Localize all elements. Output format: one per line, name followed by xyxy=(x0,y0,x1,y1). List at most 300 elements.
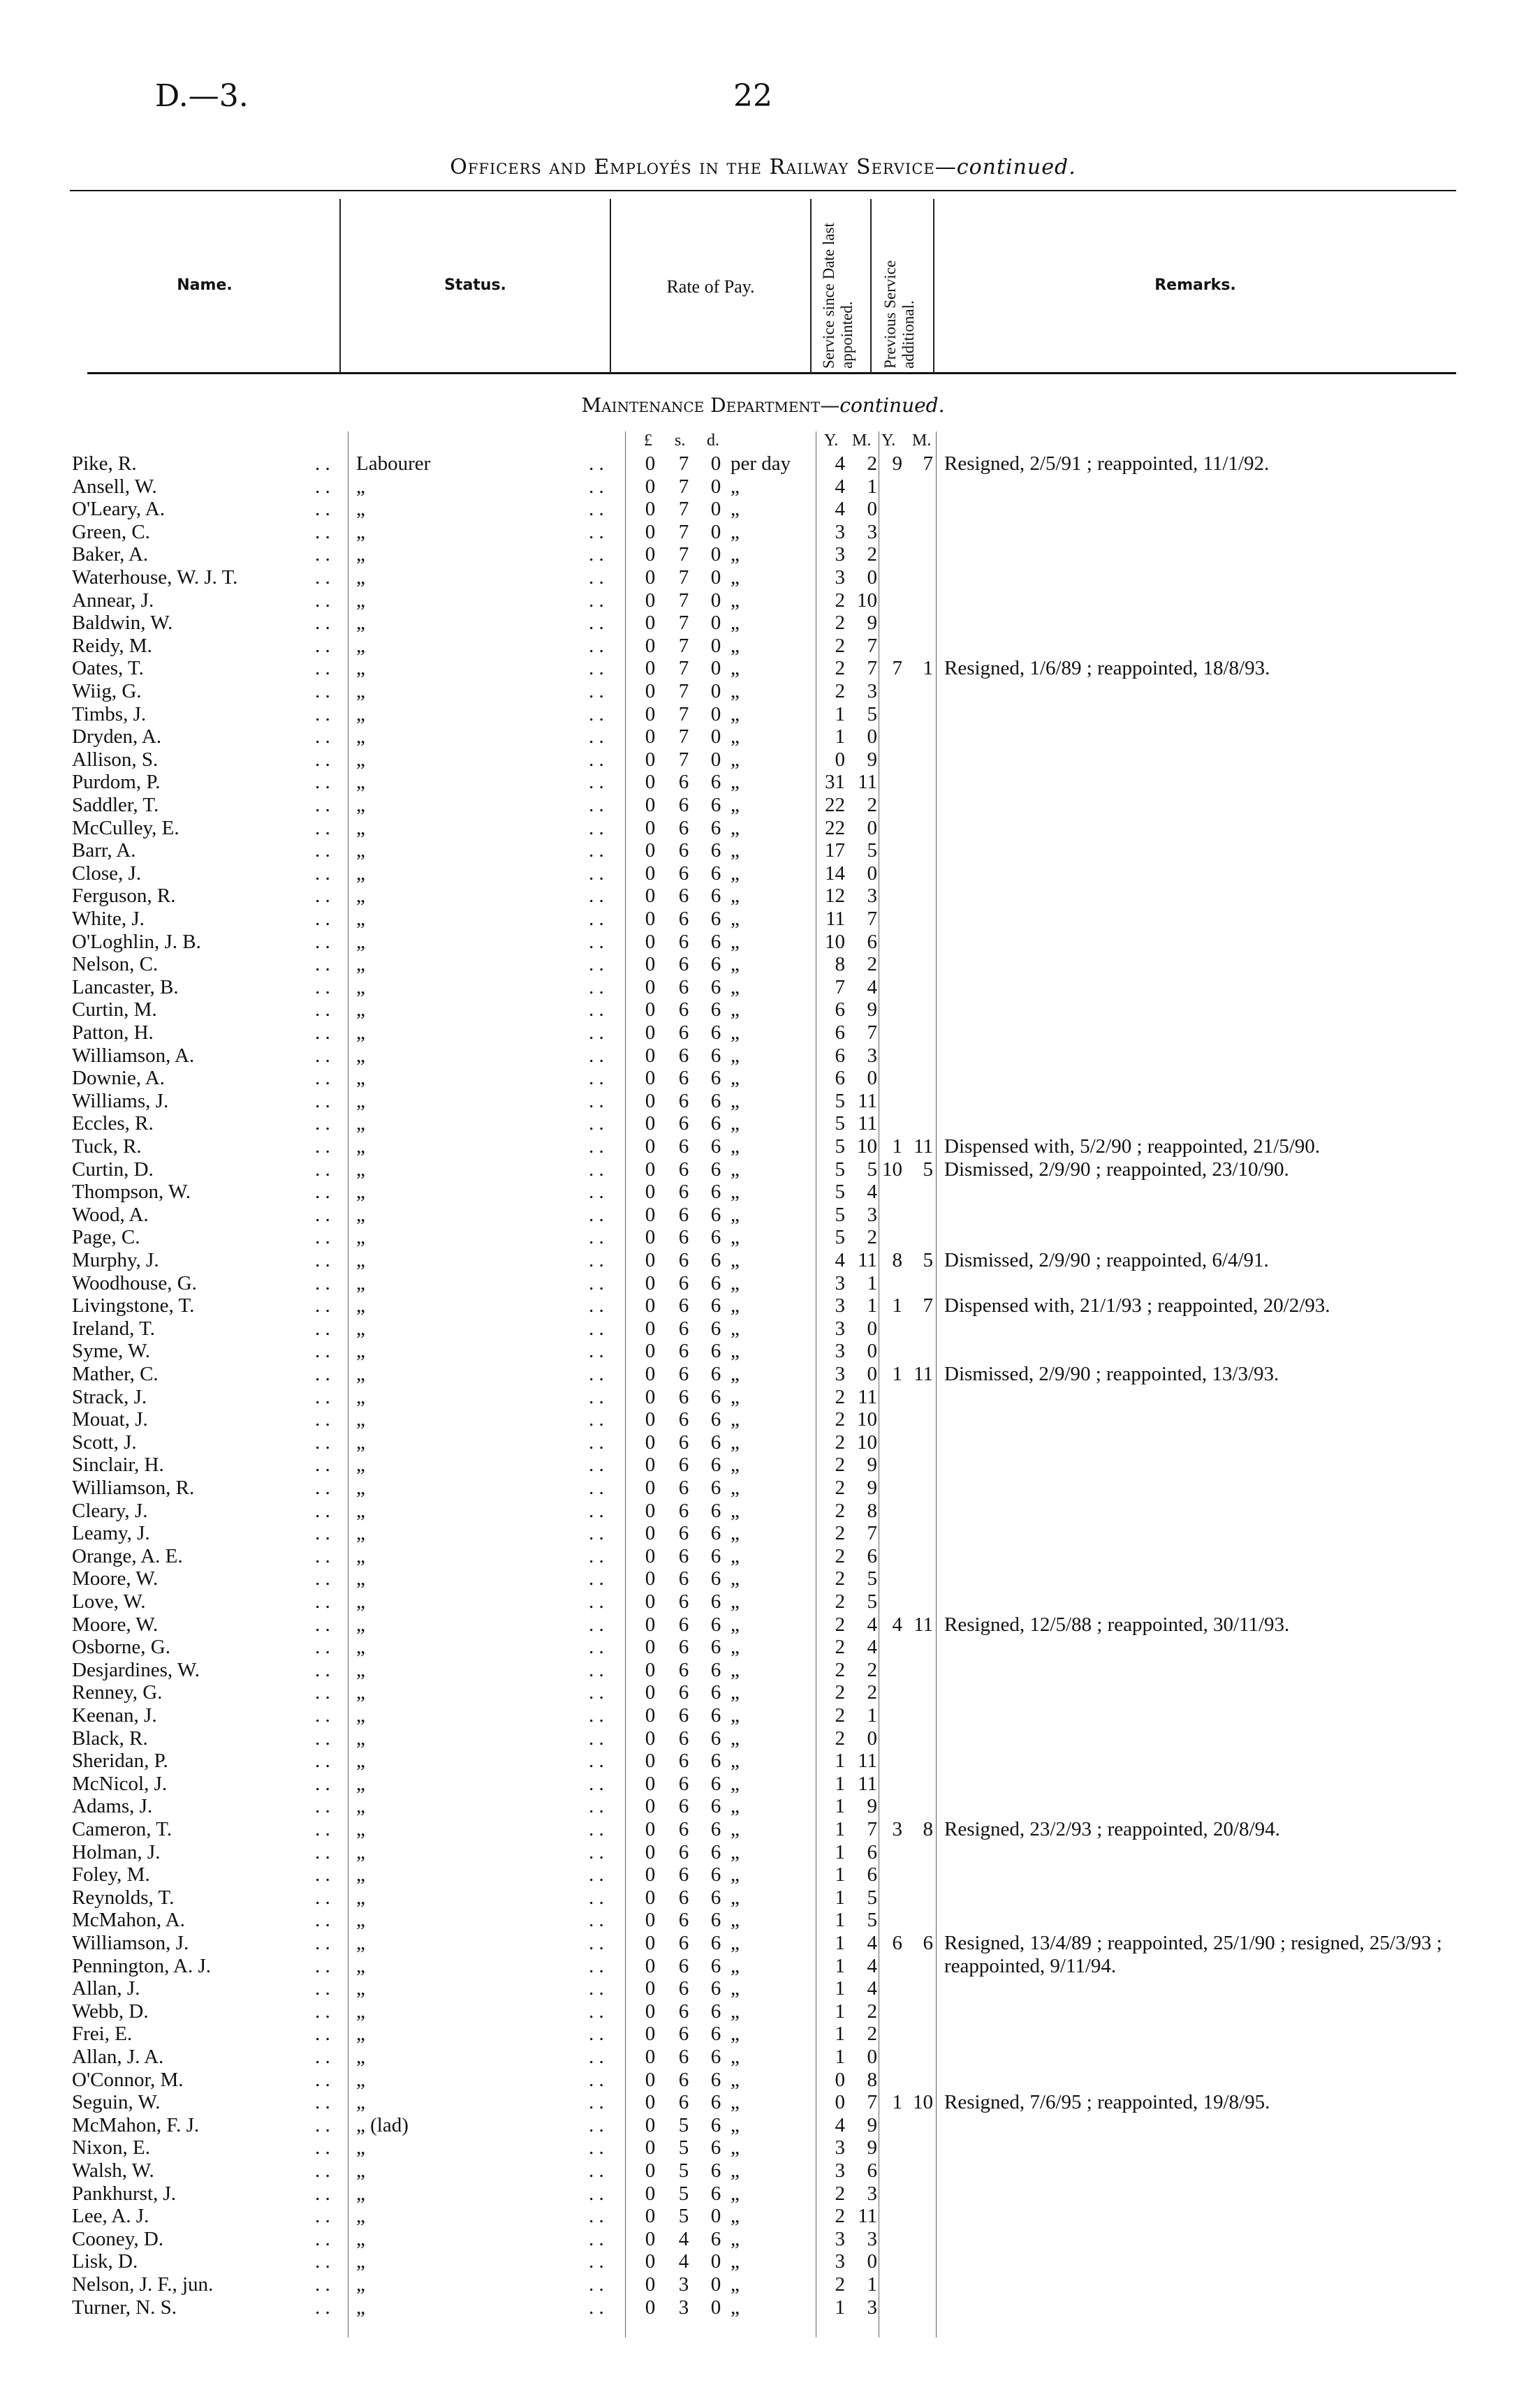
employee-status: „ xyxy=(356,794,365,816)
pay-shillings: 6 xyxy=(678,1089,689,1112)
service-months: 11 xyxy=(858,1249,877,1271)
pay-shillings: 7 xyxy=(678,475,689,498)
pay-shillings: 6 xyxy=(678,930,689,953)
leader-dots: . . xyxy=(589,612,604,635)
previous-months: 5 xyxy=(923,1158,933,1181)
service-months: 1 xyxy=(867,1271,877,1294)
service-years: 2 xyxy=(835,2273,845,2296)
pay-pounds: 0 xyxy=(645,725,656,748)
col-divider-3 xyxy=(810,199,812,374)
employee-status: „ xyxy=(356,2046,365,2068)
employee-status: „ xyxy=(356,1590,365,1613)
service-years: 11 xyxy=(826,908,845,930)
pay-period: „ xyxy=(731,1271,740,1294)
service-years: 2 xyxy=(835,1658,845,1681)
employee-status: „ xyxy=(356,680,365,702)
leader-dots: . . xyxy=(315,839,330,862)
table-row xyxy=(0,1158,1526,1181)
employee-status: „ xyxy=(356,1977,365,2000)
service-years: 17 xyxy=(825,839,845,862)
service-months: 7 xyxy=(867,657,877,680)
pay-pence: 6 xyxy=(710,1158,721,1181)
pay-pounds: 0 xyxy=(645,1750,656,1773)
leader-dots: . . xyxy=(315,1681,330,1704)
leader-dots: . . xyxy=(315,1067,330,1090)
service-years: 1 xyxy=(835,2046,845,2068)
leader-dots: . . xyxy=(589,2113,604,2136)
employee-name: Scott, J. xyxy=(72,1431,137,1454)
service-years: 5 xyxy=(835,1135,845,1158)
pay-pounds: 0 xyxy=(645,1499,656,1522)
table-row xyxy=(0,1249,1526,1272)
pay-pounds: 0 xyxy=(645,1249,656,1271)
employee-name: Ferguson, R. xyxy=(72,885,176,908)
service-months: 3 xyxy=(867,1044,877,1067)
pay-shillings: 7 xyxy=(678,498,689,521)
leader-dots: . . xyxy=(589,1567,604,1590)
leader-dots: . . xyxy=(589,1385,604,1408)
pay-pence: 6 xyxy=(710,1067,721,1090)
pay-shillings: 6 xyxy=(678,2000,689,2023)
leader-dots: . . xyxy=(315,1499,330,1522)
leader-dots: . . xyxy=(315,1089,330,1112)
pay-pounds: 0 xyxy=(645,543,656,566)
pay-pence: 6 xyxy=(710,1704,721,1727)
leader-dots: . . xyxy=(315,1590,330,1613)
employee-name: Mather, C. xyxy=(72,1363,159,1385)
leader-dots: . . xyxy=(315,1613,330,1636)
pay-pounds: 0 xyxy=(645,2046,656,2068)
leader-dots: . . xyxy=(589,1317,604,1340)
pay-period: „ xyxy=(731,953,740,976)
leader-dots: . . xyxy=(315,2046,330,2068)
pay-pence: 6 xyxy=(710,1340,721,1363)
table-row xyxy=(0,1590,1526,1613)
pay-pounds: 0 xyxy=(645,1681,656,1704)
employee-status: „ xyxy=(356,2250,365,2273)
service-months: 2 xyxy=(867,2023,877,2046)
pay-pence: 6 xyxy=(710,1203,721,1226)
pay-pence: 6 xyxy=(710,1317,721,1340)
pay-pence: 6 xyxy=(710,1886,721,1909)
leader-dots: . . xyxy=(589,1363,604,1385)
pay-shillings: 7 xyxy=(678,634,689,657)
pay-pounds: 0 xyxy=(645,1544,656,1567)
employee-name: Strack, J. xyxy=(72,1385,147,1408)
leader-dots: . . xyxy=(315,1112,330,1135)
pay-pounds: 0 xyxy=(645,680,656,702)
pay-pence: 6 xyxy=(710,1658,721,1681)
previous-years: 10 xyxy=(882,1158,902,1181)
service-months: 0 xyxy=(867,816,877,839)
pay-period: „ xyxy=(731,2159,740,2182)
employee-name: Black, R. xyxy=(72,1727,148,1750)
table-row xyxy=(0,2182,1526,2206)
pay-pounds: 0 xyxy=(645,1226,656,1249)
leader-dots: . . xyxy=(315,975,330,998)
service-years: 5 xyxy=(835,1112,845,1135)
service-months: 5 xyxy=(867,1886,877,1909)
pay-pence: 0 xyxy=(710,634,721,657)
pay-pounds: 0 xyxy=(645,566,656,589)
employee-name: Adams, J. xyxy=(72,1795,153,1818)
leader-dots: . . xyxy=(589,816,604,839)
employee-name: Oates, T. xyxy=(72,657,144,680)
leader-dots: . . xyxy=(315,475,330,498)
service-years: 0 xyxy=(835,2091,845,2114)
service-months: 9 xyxy=(867,1454,877,1477)
pay-period: „ xyxy=(731,885,740,908)
employee-name: Annear, J. xyxy=(72,589,154,612)
pay-period: „ xyxy=(731,975,740,998)
pay-shillings: 6 xyxy=(678,1454,689,1477)
table-row xyxy=(0,1272,1526,1295)
pay-shillings: 6 xyxy=(678,908,689,930)
pay-pence: 6 xyxy=(710,1818,721,1840)
service-months: 4 xyxy=(867,1932,877,1954)
leader-dots: . . xyxy=(315,885,330,908)
pay-pence: 6 xyxy=(710,2000,721,2023)
service-months: 7 xyxy=(867,634,877,657)
pay-pounds: 0 xyxy=(645,2205,656,2228)
pay-period: „ xyxy=(731,1909,740,1932)
employee-name: Williamson, A. xyxy=(72,1044,195,1067)
leader-dots: . . xyxy=(315,1477,330,1499)
pay-shillings: 6 xyxy=(678,1522,689,1545)
pay-pounds: 0 xyxy=(645,2000,656,2023)
pay-pounds: 0 xyxy=(645,998,656,1021)
leader-dots: . . xyxy=(589,1044,604,1067)
pay-period: „ xyxy=(731,1044,740,1067)
leader-dots: . . xyxy=(589,452,604,475)
service-months: 6 xyxy=(867,1544,877,1567)
pay-pounds: 0 xyxy=(645,1772,656,1795)
employee-status: „ xyxy=(356,1021,365,1044)
employee-name: Renney, G. xyxy=(72,1681,163,1704)
pay-period: „ xyxy=(731,702,740,725)
pay-shillings: 6 xyxy=(678,1363,689,1385)
leader-dots: . . xyxy=(315,2023,330,2046)
leader-dots: . . xyxy=(315,1317,330,1340)
pay-period: „ xyxy=(731,1636,740,1659)
service-years: 3 xyxy=(835,2250,845,2273)
employee-status: „ xyxy=(356,2136,365,2159)
leader-dots: . . xyxy=(315,1863,330,1886)
pay-pounds: 0 xyxy=(645,1112,656,1135)
leader-dots: . . xyxy=(315,1044,330,1067)
service-months: 9 xyxy=(867,1477,877,1499)
employee-status: „ xyxy=(356,1750,365,1773)
pay-pence: 6 xyxy=(710,1544,721,1567)
table-row xyxy=(0,1294,1526,1317)
employee-status: „ xyxy=(356,2000,365,2023)
pay-pence: 6 xyxy=(710,1454,721,1477)
pay-shillings: 6 xyxy=(678,2068,689,2091)
employee-status: „ xyxy=(356,1249,365,1271)
employee-status: „ xyxy=(356,885,365,908)
service-years: 1 xyxy=(835,1750,845,1773)
pay-shillings: 6 xyxy=(678,1909,689,1932)
service-months: 9 xyxy=(867,1795,877,1818)
table-row xyxy=(0,2046,1526,2069)
service-months: 4 xyxy=(867,1954,877,1977)
leader-dots: . . xyxy=(589,1954,604,1977)
pay-pounds: 0 xyxy=(645,1567,656,1590)
table-row xyxy=(0,2114,1526,2137)
pay-shillings: 6 xyxy=(678,1544,689,1567)
leader-dots: . . xyxy=(589,2046,604,2068)
employee-name: Nixon, E. xyxy=(72,2136,150,2159)
table-row xyxy=(0,2273,1526,2296)
pay-period: „ xyxy=(731,1886,740,1909)
unit-years-previous: Y. xyxy=(881,431,896,450)
pay-period: „ xyxy=(731,1658,740,1681)
pay-pounds: 0 xyxy=(645,794,656,816)
employee-name: Baldwin, W. xyxy=(72,612,173,635)
pay-pence: 0 xyxy=(710,2205,721,2228)
service-years: 22 xyxy=(825,816,845,839)
pay-period: „ xyxy=(731,1408,740,1431)
service-years: 2 xyxy=(835,657,845,680)
leader-dots: . . xyxy=(315,1977,330,2000)
pay-period: „ xyxy=(731,1477,740,1499)
service-years: 1 xyxy=(835,725,845,748)
service-years: 3 xyxy=(835,566,845,589)
pay-pounds: 0 xyxy=(645,953,656,976)
pay-pence: 6 xyxy=(710,1112,721,1135)
leader-dots: . . xyxy=(589,1909,604,1932)
pay-pounds: 0 xyxy=(645,1477,656,1499)
service-years: 2 xyxy=(835,1727,845,1750)
pay-period: „ xyxy=(731,1385,740,1408)
pay-pounds: 0 xyxy=(645,2273,656,2296)
pay-pounds: 0 xyxy=(645,1932,656,1954)
leader-dots: . . xyxy=(589,2159,604,2182)
previous-years: 6 xyxy=(892,1932,902,1954)
table-row xyxy=(0,2000,1526,2023)
leader-dots: . . xyxy=(315,1363,330,1385)
table-row xyxy=(0,1090,1526,1113)
pay-shillings: 6 xyxy=(678,1932,689,1954)
table-row xyxy=(0,1500,1526,1523)
service-months: 11 xyxy=(858,1112,877,1135)
service-years: 2 xyxy=(835,1681,845,1704)
pay-period: „ xyxy=(731,566,740,589)
service-years: 6 xyxy=(835,998,845,1021)
employee-status: „ xyxy=(356,1681,365,1704)
previous-years: 4 xyxy=(892,1613,902,1636)
pay-shillings: 7 xyxy=(678,543,689,566)
employee-status: „ xyxy=(356,1044,365,1067)
table-row xyxy=(0,475,1526,498)
table-row xyxy=(0,612,1526,635)
employee-name: Murphy, J. xyxy=(72,1249,159,1271)
service-months: 2 xyxy=(867,1681,877,1704)
pay-period: „ xyxy=(731,1454,740,1477)
leader-dots: . . xyxy=(589,1840,604,1863)
employee-status: Labourer xyxy=(356,452,431,475)
leader-dots: . . xyxy=(315,930,330,953)
leader-dots: . . xyxy=(315,657,330,680)
service-years: 0 xyxy=(835,748,845,771)
employee-status: „ xyxy=(356,1886,365,1909)
pay-pence: 6 xyxy=(710,1294,721,1317)
leader-dots: . . xyxy=(315,2136,330,2159)
leader-dots: . . xyxy=(315,1271,330,1294)
service-months: 5 xyxy=(867,1158,877,1181)
pay-pounds: 0 xyxy=(645,1067,656,1090)
leader-dots: . . xyxy=(315,2273,330,2296)
leader-dots: . . xyxy=(315,748,330,771)
leader-dots: . . xyxy=(315,1567,330,1590)
pay-shillings: 6 xyxy=(678,816,689,839)
leader-dots: . . xyxy=(589,1454,604,1477)
table-row xyxy=(0,1386,1526,1409)
pay-pounds: 0 xyxy=(645,2250,656,2273)
previous-years: 9 xyxy=(892,452,902,475)
pay-pence: 6 xyxy=(710,1385,721,1408)
pay-pounds: 0 xyxy=(645,1431,656,1454)
pay-period: „ xyxy=(731,2205,740,2228)
remarks: Resigned, 1/6/89 ; reappointed, 18/8/93. xyxy=(944,657,1270,680)
employee-status: „ xyxy=(356,657,365,680)
leader-dots: . . xyxy=(589,634,604,657)
pay-shillings: 6 xyxy=(678,1499,689,1522)
leader-dots: . . xyxy=(315,2113,330,2136)
pay-pounds: 0 xyxy=(645,1181,656,1204)
pay-shillings: 6 xyxy=(678,1681,689,1704)
pay-period: „ xyxy=(731,1181,740,1204)
pay-pence: 6 xyxy=(710,1795,721,1818)
service-years: 2 xyxy=(835,1590,845,1613)
pay-pounds: 0 xyxy=(645,839,656,862)
service-months: 0 xyxy=(867,566,877,589)
employee-status: „ xyxy=(356,1135,365,1158)
leader-dots: . . xyxy=(589,520,604,543)
leader-dots: . . xyxy=(589,1681,604,1704)
table-row xyxy=(0,748,1526,771)
pay-pence: 6 xyxy=(710,2068,721,2091)
employee-status: „ xyxy=(356,1954,365,1977)
employee-name: Curtin, D. xyxy=(72,1158,154,1181)
table-row xyxy=(0,1818,1526,1841)
service-months: 0 xyxy=(867,2250,877,2273)
service-months: 4 xyxy=(867,1977,877,2000)
employee-name: Desjardines, W. xyxy=(72,1658,200,1681)
employee-name: Cooney, D. xyxy=(72,2227,164,2250)
previous-months: 11 xyxy=(914,1613,933,1636)
pay-shillings: 6 xyxy=(678,771,689,794)
previous-months: 6 xyxy=(923,1932,933,1954)
leader-dots: . . xyxy=(315,1340,330,1363)
unit-months-service: M. xyxy=(852,431,872,450)
employee-status: „ xyxy=(356,1112,365,1135)
employee-name: Williamson, R. xyxy=(72,1477,195,1499)
employee-status: „ xyxy=(356,998,365,1021)
employee-status: „ xyxy=(356,771,365,794)
employee-name: O'Leary, A. xyxy=(72,498,165,521)
service-years: 2 xyxy=(835,680,845,702)
service-months: 5 xyxy=(867,839,877,862)
leader-dots: . . xyxy=(589,1772,604,1795)
pay-pounds: 0 xyxy=(645,1727,656,1750)
service-years: 5 xyxy=(835,1089,845,1112)
service-years: 2 xyxy=(835,1522,845,1545)
pay-period: „ xyxy=(731,839,740,862)
leader-dots: . . xyxy=(315,1932,330,1954)
previous-years: 3 xyxy=(892,1818,902,1840)
pay-period: „ xyxy=(731,2023,740,2046)
pay-shillings: 6 xyxy=(678,1181,689,1204)
pay-pence: 6 xyxy=(710,1954,721,1977)
leader-dots: . . xyxy=(315,520,330,543)
leader-dots: . . xyxy=(589,1818,604,1840)
leader-dots: . . xyxy=(589,885,604,908)
employee-status: „ xyxy=(356,1363,365,1385)
employee-status: „ xyxy=(356,2159,365,2182)
pay-pence: 0 xyxy=(710,748,721,771)
section-heading xyxy=(0,394,1526,417)
service-years: 4 xyxy=(835,1249,845,1271)
leader-dots: . . xyxy=(315,1181,330,1204)
leader-dots: . . xyxy=(315,702,330,725)
leader-dots: . . xyxy=(315,816,330,839)
pay-period: „ xyxy=(731,1340,740,1363)
pay-shillings: 7 xyxy=(678,520,689,543)
service-years: 1 xyxy=(835,1795,845,1818)
employee-status: „ xyxy=(356,2296,365,2319)
pay-shillings: 6 xyxy=(678,998,689,1021)
leader-dots: . . xyxy=(315,771,330,794)
employee-name: McNicol, J. xyxy=(72,1772,168,1795)
previous-months: 5 xyxy=(923,1249,933,1271)
service-months: 0 xyxy=(867,1363,877,1385)
leader-dots: . . xyxy=(589,771,604,794)
leader-dots: . . xyxy=(589,1727,604,1750)
previous-months: 11 xyxy=(914,1363,933,1385)
pay-shillings: 6 xyxy=(678,1317,689,1340)
pay-shillings: 6 xyxy=(678,1613,689,1636)
leader-dots: . . xyxy=(589,1636,604,1659)
service-years: 1 xyxy=(835,1909,845,1932)
pay-pence: 6 xyxy=(710,2159,721,2182)
pay-shillings: 6 xyxy=(678,1590,689,1613)
pay-period: „ xyxy=(731,1363,740,1385)
pay-period: „ xyxy=(731,475,740,498)
pay-period: „ xyxy=(731,1704,740,1727)
pay-shillings: 6 xyxy=(678,794,689,816)
pay-shillings: 6 xyxy=(678,1112,689,1135)
pay-period: „ xyxy=(731,1021,740,1044)
service-years: 4 xyxy=(835,498,845,521)
employee-status: „ xyxy=(356,1294,365,1317)
pay-period: „ xyxy=(731,998,740,1021)
table-row xyxy=(0,998,1526,1021)
remarks: Resigned, 13/4/89 ; reappointed, 25/1/90 ; resigned, 25/3/93 ; reappointed, 9/11/94. xyxy=(944,1932,1442,1977)
pay-period: „ xyxy=(731,2000,740,2023)
employee-name: Allison, S. xyxy=(72,748,159,771)
pay-pence: 0 xyxy=(710,612,721,635)
service-years: 3 xyxy=(835,543,845,566)
pay-pence: 6 xyxy=(710,2136,721,2159)
leader-dots: . . xyxy=(589,1203,604,1226)
employee-status: „ xyxy=(356,748,365,771)
leader-dots: . . xyxy=(315,634,330,657)
leader-dots: . . xyxy=(589,1499,604,1522)
pay-pounds: 0 xyxy=(645,1886,656,1909)
pay-shillings: 6 xyxy=(678,1044,689,1067)
employee-name: Cameron, T. xyxy=(72,1818,173,1840)
